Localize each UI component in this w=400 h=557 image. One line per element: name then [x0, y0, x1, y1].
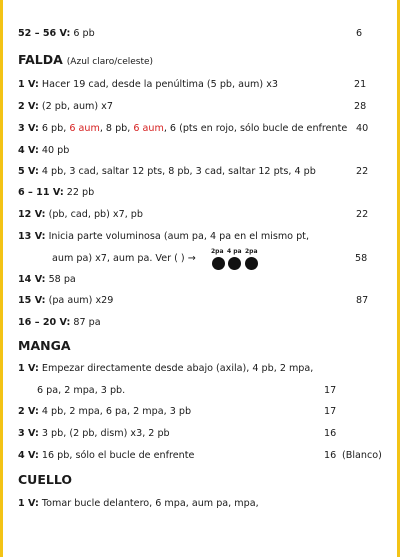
falda-round-3 — [18, 123, 386, 134]
section-title-manga: MANGA — [18, 338, 71, 353]
round-text: , 8 pb, — [99, 123, 134, 134]
round-text: 3 pb, (2 pb, dism) x3, 2 pb — [38, 428, 170, 439]
falda-round-1 — [18, 79, 386, 90]
falda-round-6-11 — [18, 187, 386, 198]
falda-round-14 — [18, 274, 386, 285]
stitch-count: 22 — [356, 166, 369, 177]
round-label: 1 V: — [18, 79, 39, 90]
round-text: 40 pb — [38, 145, 70, 156]
round-label: 2 V: — [18, 101, 39, 112]
stitch-count: 17 — [324, 406, 337, 417]
round-text: , 6 (pts en rojo, sólo bucle de enfrente — [163, 123, 348, 134]
round-text: aum pa) x7, aum pa. Ver ( ) → — [52, 253, 196, 264]
round-text: 22 pb — [63, 187, 95, 198]
dot-label: 2pa — [245, 248, 258, 255]
falda-round-4 — [18, 145, 386, 156]
stitch-count: 28 — [354, 101, 367, 112]
falda-round-15 — [18, 295, 386, 306]
stitch-dot — [228, 257, 241, 270]
stitch-dot — [245, 257, 258, 270]
round-text: 87 pa — [70, 317, 101, 328]
round-label: 1 V: — [18, 498, 39, 509]
round-label: 5 V: — [18, 166, 39, 177]
round-label: 13 V: — [18, 231, 46, 242]
falda-round-16-20 — [18, 317, 386, 328]
cuello-round-1 — [18, 498, 386, 509]
section-subtitle: (Azul claro/celeste) — [66, 57, 154, 67]
stitch-count: 16 — [324, 450, 337, 461]
round-label: 3 V: — [18, 428, 39, 439]
round-text: Inicia parte voluminosa (aum pa, 4 pa en el mismo pt, — [45, 231, 309, 242]
stitch-count: 17 — [324, 385, 337, 396]
red-stitch-text: 6 aum — [133, 123, 164, 134]
falda-round-2 — [18, 101, 386, 112]
round-text: 6 pb — [70, 28, 95, 39]
round-text: (2 pb, aum) x7 — [38, 101, 113, 112]
stitch-count: 40 — [356, 123, 369, 134]
round-label: 2 V: — [18, 406, 39, 417]
round-label: 6 – 11 V: — [18, 187, 64, 198]
round-text: Empezar directamente desde abajo (axila), 4 pb, 2 mpa, — [38, 363, 314, 374]
round-label: 1 V: — [18, 363, 39, 374]
round-label: 12 V: — [18, 209, 46, 220]
red-stitch-text: 6 aum — [69, 123, 100, 134]
color-note: (Blanco) — [342, 450, 382, 461]
round-text: 6 pb, — [38, 123, 70, 134]
stitch-count: 87 — [356, 295, 369, 306]
section-title-cuello: CUELLO — [18, 472, 72, 487]
round-text: 4 pb, 3 cad, saltar 12 pts, 8 pb, 3 cad, saltar 12 pts, 4 pb — [38, 166, 316, 177]
dot-label: 4 pa — [227, 248, 242, 255]
round-text: 58 pa — [45, 274, 76, 285]
round-text: (pa aum) x29 — [45, 295, 114, 306]
stitch-dot — [212, 257, 225, 270]
round-label: 16 – 20 V: — [18, 317, 71, 328]
round-52-56 — [18, 28, 386, 39]
stitch-count: 58 — [355, 253, 368, 264]
dot-label: 2pa — [211, 248, 224, 255]
section-title-text: FALDA — [18, 52, 63, 67]
stitch-count: 6 — [356, 28, 363, 39]
falda-round-12 — [18, 209, 386, 220]
round-text: Tomar bucle delantero, 6 mpa, aum pa, mpa, — [38, 498, 259, 509]
falda-round-5 — [18, 166, 386, 177]
round-label: 15 V: — [18, 295, 46, 306]
stitch-count: 22 — [356, 209, 369, 220]
round-text: 16 pb, sólo el bucle de enfrente — [38, 450, 195, 461]
stitch-count: 21 — [354, 79, 367, 90]
round-text: (pb, cad, pb) x7, pb — [45, 209, 143, 220]
stitch-count: 16 — [324, 428, 337, 439]
round-label: 14 V: — [18, 274, 46, 285]
round-text: 4 pb, 2 mpa, 6 pa, 2 mpa, 3 pb — [38, 406, 192, 417]
falda-round-13 — [18, 231, 386, 242]
round-text: Hacer 19 cad, desde la penúltima (5 pb, aum) x3 — [38, 79, 278, 90]
round-label: 4 V: — [18, 145, 39, 156]
round-label: 52 – 56 V: — [18, 28, 71, 39]
section-title-falda — [18, 52, 153, 67]
manga-round-1 — [18, 363, 386, 374]
round-text: 6 pa, 2 mpa, 3 pb. — [37, 385, 126, 396]
round-label: 3 V: — [18, 123, 39, 134]
round-label: 4 V: — [18, 450, 39, 461]
